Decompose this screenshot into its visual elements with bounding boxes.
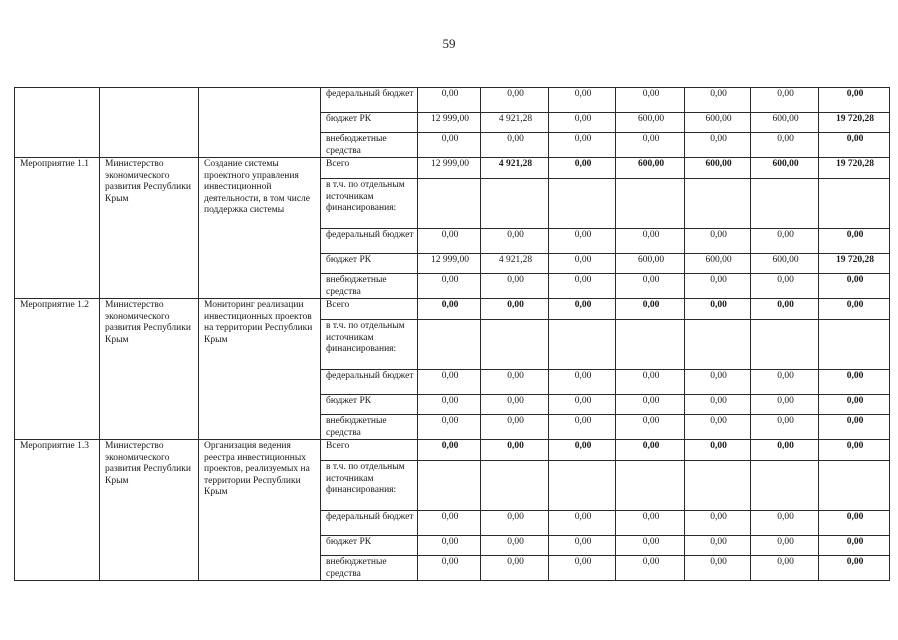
empty-cell	[751, 320, 819, 370]
empty-cell	[549, 461, 616, 511]
measure-name: Организация ведения реестра инвестиционных проектов, реализуемых на территории Республики Крым	[199, 440, 321, 581]
year-value-cell: 0,00	[549, 556, 616, 581]
table-row	[15, 158, 890, 179]
year-value-cell: 0,00	[418, 299, 481, 320]
source-label: бюджет РК	[321, 536, 418, 556]
empty-cell	[481, 179, 549, 229]
year-value-cell: 0,00	[751, 415, 819, 440]
year-value-cell: 0,00	[549, 158, 616, 179]
measure-executor: Министерство экономического развития Республики Крым	[100, 299, 199, 440]
source-label: внебюджетные средства	[321, 133, 418, 158]
total-value-cell: 0,00	[819, 299, 890, 320]
year-value-cell: 0,00	[418, 415, 481, 440]
year-value-cell: 12 999,00	[418, 158, 481, 179]
source-label: внебюджетные средства	[321, 556, 418, 581]
year-value-cell: 0,00	[481, 415, 549, 440]
year-value-cell: 0,00	[418, 229, 481, 254]
year-value-cell: 0,00	[549, 370, 616, 395]
year-value-cell: 0,00	[481, 370, 549, 395]
year-value-cell: 0,00	[685, 556, 751, 581]
year-value-cell: 0,00	[685, 274, 751, 299]
table-row	[15, 88, 890, 113]
year-value-cell: 0,00	[751, 370, 819, 395]
year-value-cell: 0,00	[481, 299, 549, 320]
year-value-cell: 600,00	[616, 113, 685, 133]
measure-executor: Министерство экономического развития Республики Крым	[100, 158, 199, 299]
year-value-cell: 0,00	[481, 536, 549, 556]
year-value-cell: 0,00	[481, 274, 549, 299]
year-value-cell: 0,00	[751, 395, 819, 415]
empty-cell	[819, 461, 890, 511]
year-value-cell: 600,00	[685, 254, 751, 274]
total-value-cell: 0,00	[819, 229, 890, 254]
empty-cell	[199, 88, 321, 158]
total-value-cell: 19 720,28	[819, 254, 890, 274]
year-value-cell: 0,00	[616, 415, 685, 440]
table-row	[15, 299, 890, 320]
source-label: Всего	[321, 158, 418, 179]
source-label: внебюджетные средства	[321, 274, 418, 299]
year-value-cell: 0,00	[616, 511, 685, 536]
year-value-cell: 600,00	[751, 254, 819, 274]
year-value-cell: 0,00	[481, 395, 549, 415]
total-value-cell: 0,00	[819, 395, 890, 415]
measure-name: Создание системы проектного управления инвестиционной деятельности, в том числе поддержка системы	[199, 158, 321, 299]
year-value-cell: 0,00	[616, 133, 685, 158]
year-value-cell: 0,00	[685, 511, 751, 536]
source-label: бюджет РК	[321, 254, 418, 274]
year-value-cell: 0,00	[751, 556, 819, 581]
empty-cell	[481, 461, 549, 511]
empty-cell	[616, 461, 685, 511]
year-value-cell: 600,00	[751, 158, 819, 179]
year-value-cell: 0,00	[685, 440, 751, 461]
year-value-cell: 0,00	[751, 511, 819, 536]
year-value-cell: 0,00	[616, 88, 685, 113]
year-value-cell: 0,00	[418, 395, 481, 415]
year-value-cell: 0,00	[616, 299, 685, 320]
empty-cell	[100, 88, 199, 158]
year-value-cell: 0,00	[616, 274, 685, 299]
total-value-cell: 19 720,28	[819, 158, 890, 179]
empty-cell	[549, 179, 616, 229]
year-value-cell: 0,00	[685, 299, 751, 320]
total-value-cell: 0,00	[819, 536, 890, 556]
source-label: внебюджетные средства	[321, 415, 418, 440]
year-value-cell: 0,00	[685, 229, 751, 254]
year-value-cell: 0,00	[616, 229, 685, 254]
year-value-cell: 600,00	[685, 158, 751, 179]
source-label: бюджет РК	[321, 113, 418, 133]
year-value-cell: 0,00	[549, 88, 616, 113]
year-value-cell: 0,00	[616, 440, 685, 461]
total-value-cell: 0,00	[819, 440, 890, 461]
page-number: 59	[442, 36, 456, 51]
empty-cell	[685, 461, 751, 511]
table-body	[15, 88, 890, 581]
measure-executor: Министерство экономического развития Республики Крым	[100, 440, 199, 581]
year-value-cell: 0,00	[685, 395, 751, 415]
empty-cell	[616, 179, 685, 229]
year-value-cell: 4 921,28	[481, 113, 549, 133]
empty-cell	[549, 320, 616, 370]
year-value-cell: 0,00	[418, 440, 481, 461]
year-value-cell: 0,00	[549, 229, 616, 254]
year-value-cell: 0,00	[616, 370, 685, 395]
source-label: федеральный бюджет	[321, 370, 418, 395]
empty-cell	[819, 320, 890, 370]
year-value-cell: 600,00	[616, 254, 685, 274]
source-label: Всего	[321, 299, 418, 320]
source-label: федеральный бюджет	[321, 511, 418, 536]
year-value-cell: 0,00	[418, 511, 481, 536]
year-value-cell: 0,00	[418, 88, 481, 113]
year-value-cell: 4 921,28	[481, 158, 549, 179]
year-value-cell: 0,00	[481, 556, 549, 581]
total-value-cell: 0,00	[819, 370, 890, 395]
total-value-cell: 0,00	[819, 415, 890, 440]
source-label: Всего	[321, 440, 418, 461]
year-value-cell: 0,00	[418, 133, 481, 158]
year-value-cell: 0,00	[418, 274, 481, 299]
empty-cell	[685, 320, 751, 370]
year-value-cell: 0,00	[616, 536, 685, 556]
measure-id: Мероприятие 1.3	[15, 440, 100, 581]
empty-cell	[15, 88, 100, 158]
empty-cell	[751, 179, 819, 229]
year-value-cell: 600,00	[616, 158, 685, 179]
source-label: в т.ч. по отдельным источникам финансирования:	[321, 320, 418, 370]
measure-id: Мероприятие 1.1	[15, 158, 100, 299]
measure-name: Мониторинг реализации инвестиционных проектов на территории Республики Крым	[199, 299, 321, 440]
year-value-cell: 0,00	[418, 556, 481, 581]
year-value-cell: 12 999,00	[418, 113, 481, 133]
total-value-cell: 0,00	[819, 274, 890, 299]
year-value-cell: 0,00	[481, 133, 549, 158]
year-value-cell: 0,00	[685, 536, 751, 556]
source-label: в т.ч. по отдельным источникам финансирования:	[321, 461, 418, 511]
year-value-cell: 0,00	[481, 229, 549, 254]
table-row	[15, 440, 890, 461]
year-value-cell: 0,00	[751, 274, 819, 299]
year-value-cell: 0,00	[685, 415, 751, 440]
year-value-cell: 0,00	[751, 229, 819, 254]
total-value-cell: 0,00	[819, 133, 890, 158]
year-value-cell: 0,00	[549, 440, 616, 461]
source-label: федеральный бюджет	[321, 88, 418, 113]
year-value-cell: 0,00	[549, 254, 616, 274]
year-value-cell: 0,00	[549, 536, 616, 556]
financing-table	[14, 87, 890, 581]
source-label: федеральный бюджет	[321, 229, 418, 254]
year-value-cell: 0,00	[751, 88, 819, 113]
year-value-cell: 0,00	[481, 440, 549, 461]
total-value-cell: 0,00	[819, 556, 890, 581]
empty-cell	[418, 179, 481, 229]
empty-cell	[751, 461, 819, 511]
year-value-cell: 4 921,28	[481, 254, 549, 274]
empty-cell	[616, 320, 685, 370]
year-value-cell: 0,00	[751, 440, 819, 461]
year-value-cell: 0,00	[481, 511, 549, 536]
year-value-cell: 0,00	[685, 88, 751, 113]
measure-id: Мероприятие 1.2	[15, 299, 100, 440]
year-value-cell: 0,00	[549, 511, 616, 536]
empty-cell	[481, 320, 549, 370]
year-value-cell: 0,00	[418, 536, 481, 556]
empty-cell	[685, 179, 751, 229]
year-value-cell: 0,00	[549, 395, 616, 415]
year-value-cell: 0,00	[481, 88, 549, 113]
year-value-cell: 0,00	[751, 536, 819, 556]
empty-cell	[418, 461, 481, 511]
year-value-cell: 0,00	[751, 133, 819, 158]
year-value-cell: 0,00	[418, 370, 481, 395]
year-value-cell: 0,00	[616, 556, 685, 581]
source-label: бюджет РК	[321, 395, 418, 415]
year-value-cell: 0,00	[549, 415, 616, 440]
total-value-cell: 19 720,28	[819, 113, 890, 133]
year-value-cell: 0,00	[549, 274, 616, 299]
year-value-cell: 0,00	[685, 370, 751, 395]
empty-cell	[819, 179, 890, 229]
year-value-cell: 0,00	[685, 133, 751, 158]
year-value-cell: 0,00	[549, 133, 616, 158]
year-value-cell: 0,00	[616, 395, 685, 415]
year-value-cell: 600,00	[685, 113, 751, 133]
total-value-cell: 0,00	[819, 511, 890, 536]
year-value-cell: 12 999,00	[418, 254, 481, 274]
year-value-cell: 0,00	[751, 299, 819, 320]
year-value-cell: 0,00	[549, 299, 616, 320]
source-label: в т.ч. по отдельным источникам финансирования:	[321, 179, 418, 229]
total-value-cell: 0,00	[819, 88, 890, 113]
year-value-cell: 0,00	[549, 113, 616, 133]
year-value-cell: 600,00	[751, 113, 819, 133]
empty-cell	[418, 320, 481, 370]
